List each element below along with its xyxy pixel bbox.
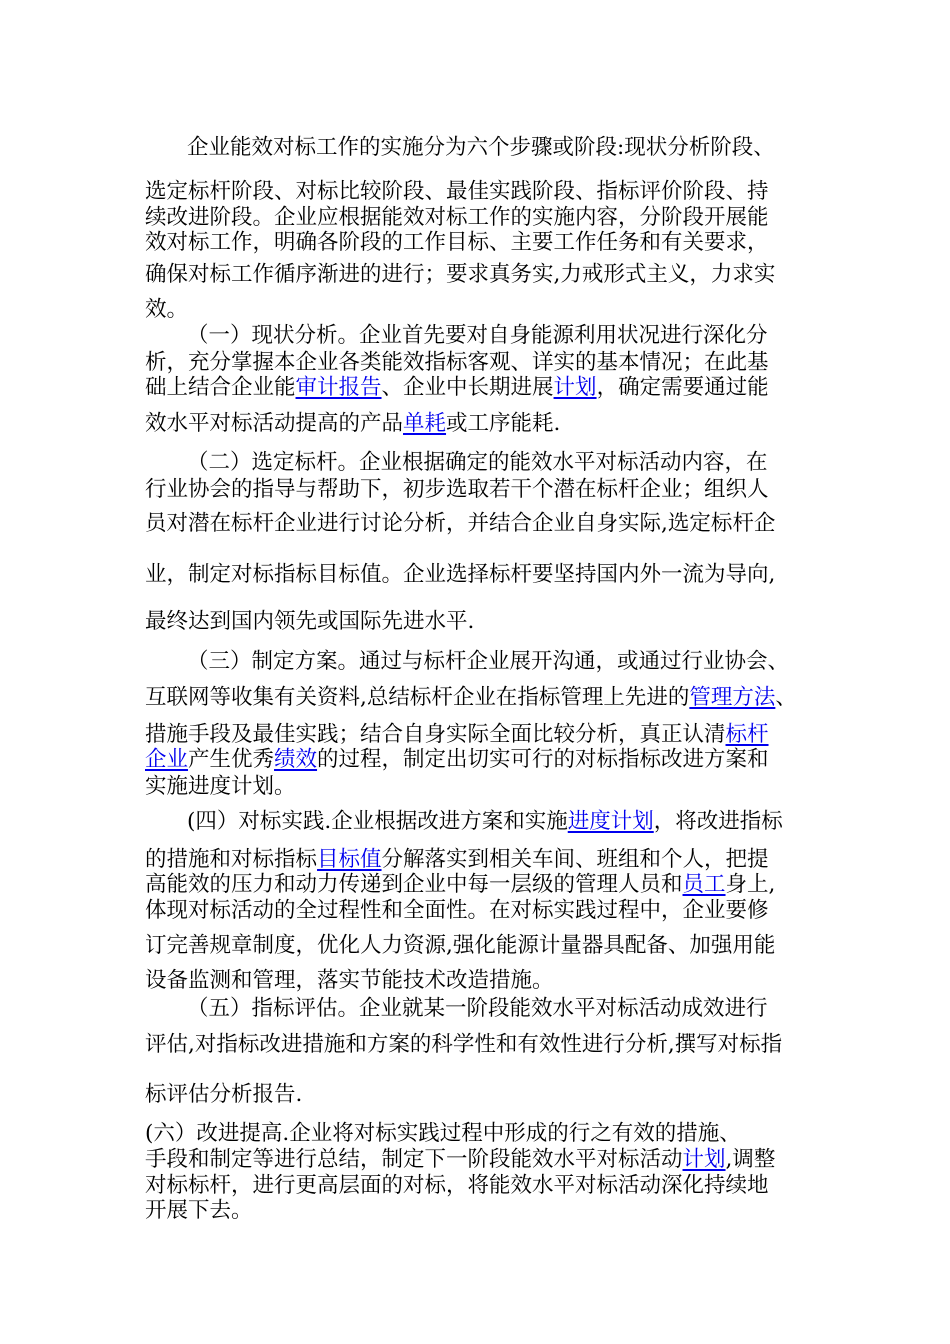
text-line bbox=[145, 510, 775, 538]
text-segment: 体现对标活动的全过程性和全面性。在对标实践过程中，企业要修 bbox=[145, 898, 769, 923]
text-segment: 评估,对指标改进措施和方案的科学性和有效性进行分析,撰写对标指 bbox=[145, 1032, 783, 1057]
hyperlink[interactable]: 标杆 bbox=[725, 722, 769, 747]
text-segment: 效水平对标活动提高的产品 bbox=[145, 411, 404, 436]
hyperlink[interactable]: 计划 bbox=[682, 1147, 726, 1172]
text-line bbox=[145, 967, 554, 995]
text-segment: 实施进度计划。 bbox=[145, 774, 296, 799]
text-segment: ，将改进指标 bbox=[653, 809, 783, 834]
text-segment: 的过程，制定出切实可行的对标指标改进方案和 bbox=[317, 747, 769, 772]
hyperlink[interactable]: 员工 bbox=[682, 872, 726, 897]
text-segment: ，确定需要通过能 bbox=[596, 375, 769, 400]
text-line bbox=[187, 134, 775, 162]
hyperlink[interactable]: 审计报告 bbox=[295, 375, 382, 400]
text-segment: 效对标工作，明确各阶段的工作目标、主要工作任务和有关要求， bbox=[145, 230, 769, 255]
text-segment: （三）制定方案。通过与标杆企业展开沟通，或通过行业协会、 bbox=[187, 649, 790, 674]
text-segment: 身上, bbox=[725, 872, 776, 897]
text-line bbox=[145, 721, 769, 749]
hyperlink[interactable]: 绩效 bbox=[274, 747, 318, 772]
hyperlink[interactable]: 企业 bbox=[145, 747, 189, 772]
text-segment: 、 bbox=[775, 685, 797, 710]
text-segment: 产生优秀 bbox=[188, 747, 275, 772]
text-line bbox=[145, 773, 296, 801]
hyperlink[interactable]: 目标值 bbox=[317, 847, 382, 872]
text-line bbox=[187, 449, 768, 477]
text-segment: （二）选定标杆。企业根据确定的能效水平对标活动内容，在 bbox=[187, 450, 768, 475]
text-line bbox=[145, 410, 560, 438]
text-segment: 续改进阶段。企业应根据能效对标工作的实施内容，分阶段开展能 bbox=[145, 205, 769, 230]
text-segment: 行业协会的指导与帮助下，初步选取若干个潜在标杆企业；组织人 bbox=[145, 477, 769, 502]
text-segment: 措施手段及最佳实践；结合自身实际全面比较分析，真正认清 bbox=[145, 722, 726, 747]
text-segment: 或工序能耗. bbox=[446, 411, 561, 436]
text-line bbox=[145, 1172, 769, 1200]
text-segment: 手段和制定等进行总结，制定下一阶段能效水平对标活动 bbox=[145, 1147, 683, 1172]
text-segment: (四）对标实践.企业根据改进方案和实施 bbox=[187, 809, 568, 834]
text-segment: 业，制定对标指标目标值。企业选择标杆要坚持国内外一流为导向, bbox=[145, 562, 776, 587]
text-line bbox=[145, 1120, 741, 1148]
hyperlink[interactable]: 进度计划 bbox=[567, 809, 654, 834]
text-segment: 订完善规章制度，优化人力资源,强化能源计量器具配备、加强用能 bbox=[145, 933, 776, 958]
text-line bbox=[187, 808, 783, 836]
text-segment: 选定标杆阶段、对标比较阶段、最佳实践阶段、指标评价阶段、持 bbox=[145, 179, 769, 204]
text-segment: 最终达到国内领先或国际先进水平. bbox=[145, 609, 475, 634]
text-line bbox=[145, 204, 769, 232]
text-line bbox=[145, 608, 474, 636]
text-line bbox=[145, 897, 769, 925]
text-line bbox=[145, 476, 769, 504]
text-segment: 员对潜在标杆企业进行讨论分析，并结合企业自身实际,选定标杆企 bbox=[145, 511, 776, 536]
text-segment: 设备监测和管理，落实节能技术改造措施。 bbox=[145, 968, 554, 993]
text-segment: 开展下去。 bbox=[145, 1198, 253, 1223]
text-line bbox=[145, 1081, 302, 1109]
text-line bbox=[145, 349, 769, 377]
text-segment: 高能效的压力和动力传递到企业中每一层级的管理人员和 bbox=[145, 872, 683, 897]
text-line bbox=[145, 932, 775, 960]
text-line bbox=[145, 229, 769, 257]
text-line bbox=[187, 648, 789, 676]
text-line bbox=[145, 684, 797, 712]
text-line bbox=[145, 296, 188, 324]
text-segment: 效。 bbox=[145, 297, 189, 322]
text-line bbox=[145, 871, 775, 899]
text-line bbox=[145, 374, 769, 402]
hyperlink[interactable]: 管理方法 bbox=[689, 685, 776, 710]
text-segment: (六）改进提高.企业将对标实践过程中形成的行之有效的措施、 bbox=[145, 1121, 741, 1146]
text-segment: 互联网等收集有关资料,总结标杆企业在指标管理上先进的 bbox=[145, 685, 690, 710]
hyperlink[interactable]: 单耗 bbox=[403, 411, 447, 436]
text-line bbox=[187, 995, 768, 1023]
text-segment: 的措施和对标指标 bbox=[145, 847, 318, 872]
text-line bbox=[145, 1031, 782, 1059]
text-segment: 、企业中长期进展 bbox=[381, 375, 554, 400]
hyperlink[interactable]: 计划 bbox=[553, 375, 597, 400]
text-line bbox=[145, 746, 769, 774]
text-line bbox=[187, 322, 768, 350]
text-segment: 确保对标工作循序渐进的进行；要求真务实,力戒形式主义，力求实 bbox=[145, 262, 776, 287]
text-segment: 企业能效对标工作的实施分为六个步骤或阶段:现状分析阶段、 bbox=[187, 135, 775, 160]
text-segment: 分解落实到相关车间、班组和个人，把提 bbox=[381, 847, 769, 872]
text-segment: （五）指标评估。企业就某一阶段能效水平对标活动成效进行 bbox=[187, 996, 768, 1021]
text-line bbox=[145, 846, 769, 874]
text-segment: 析，充分掌握本企业各类能效指标客观、详实的基本情况；在此基 bbox=[145, 350, 769, 375]
text-line bbox=[145, 561, 775, 589]
text-line bbox=[145, 178, 769, 206]
text-segment: 对标标杆，进行更高层面的对标，将能效水平对标活动深化持续地 bbox=[145, 1173, 769, 1198]
text-line bbox=[145, 1146, 775, 1174]
text-line bbox=[145, 261, 775, 289]
text-segment: ,调整 bbox=[725, 1147, 776, 1172]
text-segment: （一）现状分析。企业首先要对自身能源利用状况进行深化分 bbox=[187, 323, 768, 348]
text-segment: 标评估分析报告. bbox=[145, 1082, 303, 1107]
text-line bbox=[145, 1197, 253, 1225]
text-segment: 础上结合企业能 bbox=[145, 375, 296, 400]
